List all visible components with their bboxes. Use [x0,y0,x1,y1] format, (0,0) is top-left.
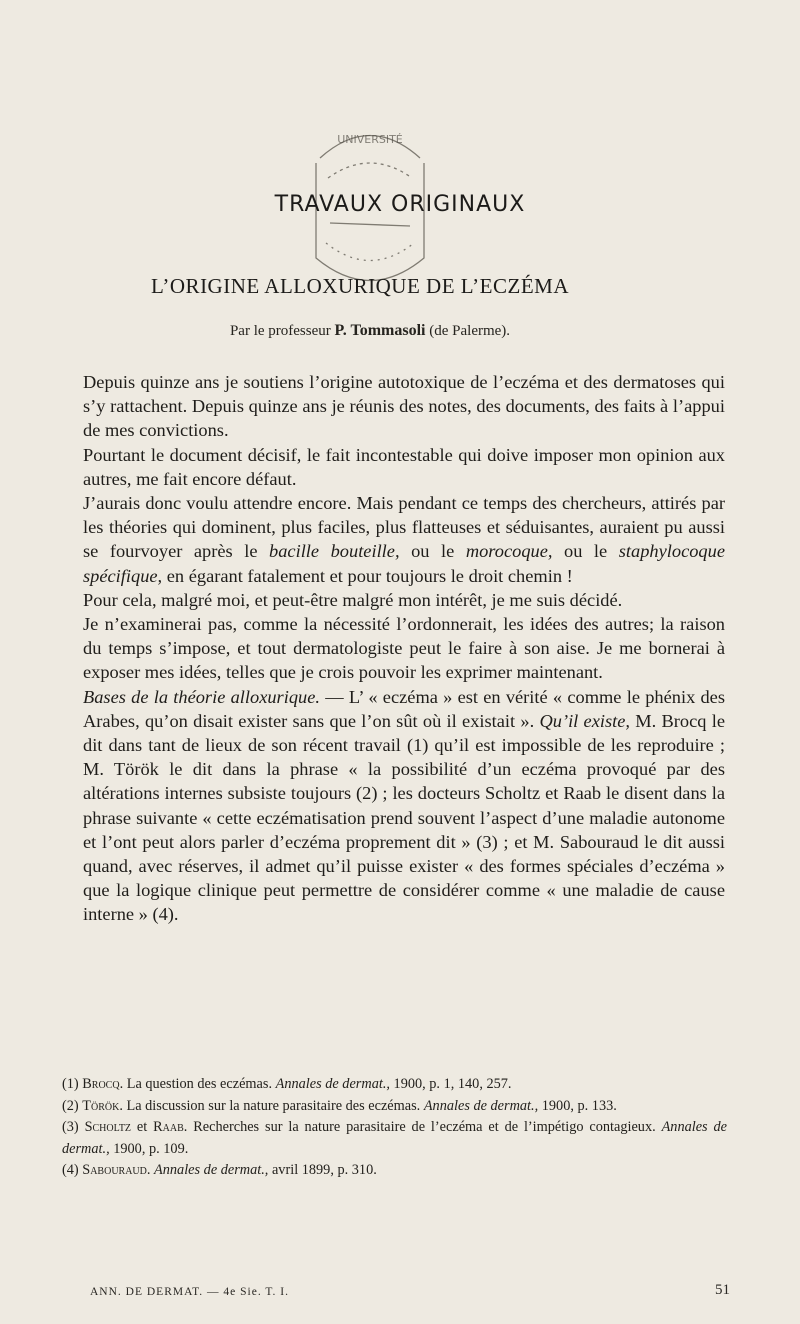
footnote-number: (4) [62,1162,79,1179]
footnote-number: (3) [62,1119,79,1136]
paragraph-3-text-b: ou le [399,541,466,562]
italic-bacille: bacille bouteille, [269,541,400,562]
footnote-author: Raab. [153,1119,188,1136]
footnote-text: La question des eczémas. [123,1076,276,1092]
paragraph-6-text-b: M. Brocq le dit dans tant de lieux de son récent travail (1) qu’il est impossible de les reproduire ; M. Török le dit dans la phrase « la possibilité d’un eczéma provoqué par des altérations internes subsiste toujours (2) ; les docteurs Scholtz et Raab le disent dans la phrase suivante « cette eczématisation prend souvent l’aspect d’une maladie autonome et l’ont peut alors parler d’eczéma proprement dit » (3) ; et M. Sabouraud le dit aussi quand, avec réserves, il admet qu’il puisse exister « des formes spéciales d’eczéma » que la logique clinique peut permettre de considérer comme « une maladie de cause interne » (4). [83,710,725,925]
byline-suffix: (de Palerme). [429,323,511,339]
footnote-text: Recherches sur la nature parasitaire de l’eczéma et de l’impétigo contagieux. [187,1119,662,1136]
paragraph-3 [83,491,725,588]
footnote-journal: Annales de dermat., [62,1119,727,1157]
article-title: L’ORIGINE ALLOXURIQUE DE L’ECZÉMA [151,274,569,298]
footnote-author: Török. [82,1097,123,1114]
paragraph-3-text-c: ou le [552,541,619,562]
byline-author: P. Tommasoli [334,322,426,339]
footnote-3 [62,1117,727,1160]
footnote-author: Sabouraud. [82,1162,151,1179]
footnote-2 [62,1096,727,1118]
italic-quil-existe: Qu’il existe, [539,710,631,731]
italic-morocoque: morocoque, [465,541,553,562]
footnote-mid: et [131,1119,154,1136]
footnote-journal: Annales de dermat., [154,1162,269,1179]
paragraph-1: Depuis quinze ans je soutiens l’origine autotoxique de l’eczéma et des dermatoses qui s’y rattachent. Depuis quinze ans je réunis des notes, des documents, des faits à l’appui de mes convictions. [83,372,725,441]
paragraph-3-text-a: J’aurais donc voulu attendre encore. Mais pendant ce temps des chercheurs, attirés par les théories qui dominent, plus faciles, plus flatteuses et séduisantes, auraient pu aussi se fourvoyer après le [83,493,725,562]
paragraph-5: Je n’examinerai pas, comme la nécessité l’ordonnerait, les idées des autres; la raison du temps s’impose, et tout dermatologiste peut le faire à son aise. Je me bornerai à exposer mes idées, telles que je crois pouvoir les exprimer maintenant. [83,614,725,683]
footnote-4 [62,1160,727,1182]
italic-staphylocoque: staphylocoque spécifique, [83,541,725,586]
paragraph-2: Pourtant le document décisif, le fait incontestable qui doive imposer mon opinion aux autres, me fait encore défaut. [83,444,725,489]
footnote-text: La discussion sur la nature parasitaire des eczémas. [122,1097,424,1114]
byline [0,322,740,340]
paragraph-6 [83,685,725,927]
footnote-ref: 1900, p. 133. [538,1097,617,1114]
footnote-journal: Annales de dermat., [275,1076,390,1092]
byline-prefix: Par le professeur [229,323,331,339]
footnote-ref: avril 1899, p. 310. [268,1162,377,1179]
footnote-number: (2) [62,1097,79,1114]
article-body [83,370,725,927]
page-footer [90,1282,730,1298]
footnote-ref: 1900, p. 1, 140, 257. [389,1076,512,1092]
italic-bases: Bases de la théorie alloxurique. [83,686,320,707]
stamp-text: UNIVERSITÉ [337,133,403,146]
section-title: TRAVAUX ORIGINAUX [274,192,526,217]
running-footer: ANN. DE DERMAT. — 4e Sie. T. I. [90,1286,290,1298]
paragraph-4: Pour cela, malgré moi, et peut-être malgré mon intérêt, je me suis décidé. [83,589,623,610]
footnote-number: (1) [62,1076,79,1092]
paragraph-6-text-a: — L’ « eczéma » est en vérité « comme le phénix des Arabes, qu’on disait exister sans que l’on sût où il existait ». [83,686,726,731]
footnote-journal: Annales de dermat., [423,1097,539,1114]
paragraph-3-text-d: en égarant fatalement et pour toujours le droit chemin ! [162,565,573,586]
footnote-1 [62,1074,727,1096]
footnote-ref: 1900, p. 109. [109,1140,189,1157]
page-number: 51 [715,1282,730,1298]
footnote-author: Scholtz [84,1119,132,1136]
footnotes [62,1074,727,1182]
footnote-author: Brocq. [82,1076,124,1092]
